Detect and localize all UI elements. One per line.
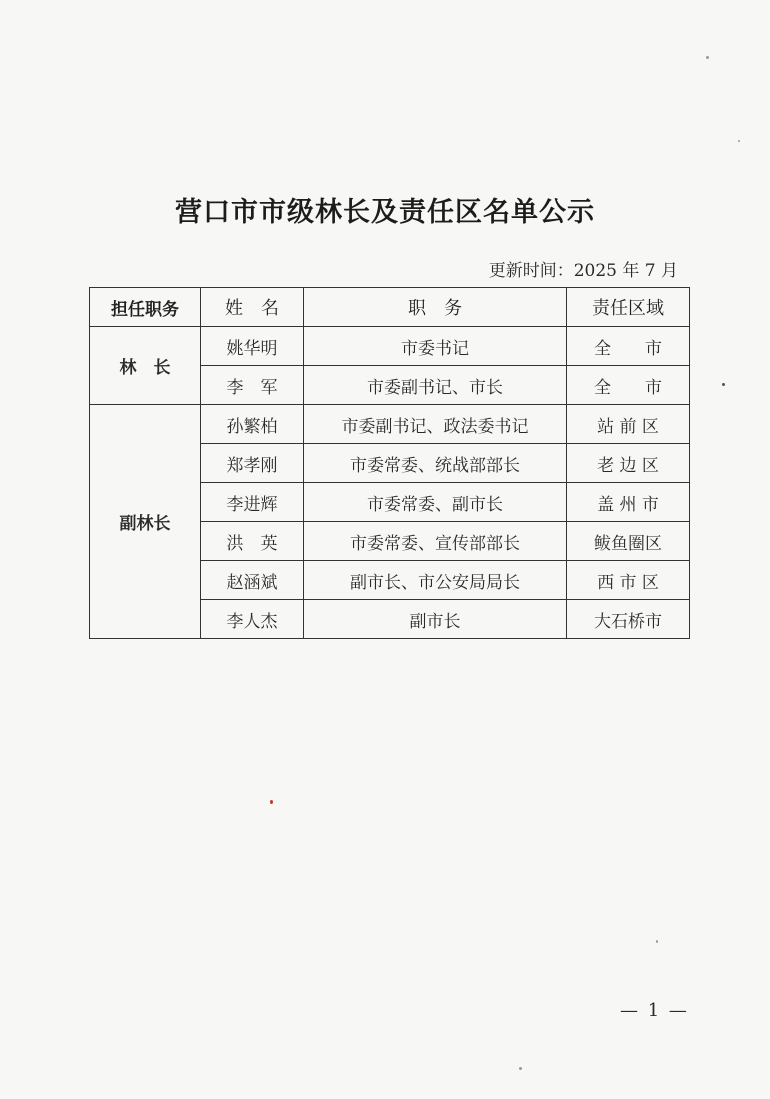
name-cell: 赵涵斌 — [201, 561, 304, 600]
scan-speck — [270, 800, 273, 804]
area-cell: 西 市 区 — [567, 561, 690, 600]
area-cell: 大石桥市 — [567, 600, 690, 639]
header-role: 担任职务 — [90, 288, 201, 327]
scan-speck — [738, 140, 740, 142]
position-cell: 市委常委、统战部部长 — [304, 444, 567, 483]
position-cell: 市委副书记、市长 — [304, 366, 567, 405]
header-position: 职 务 — [304, 288, 567, 327]
position-cell: 市委书记 — [304, 327, 567, 366]
role-cell-deputy-forest-chief: 副林长 — [90, 405, 201, 639]
table-header-row — [90, 288, 690, 327]
area-cell: 老 边 区 — [567, 444, 690, 483]
position-cell: 市委常委、副市长 — [304, 483, 567, 522]
page-number: — 1 — — [620, 1000, 689, 1021]
area-cell: 鲅鱼圈区 — [567, 522, 690, 561]
scan-speck — [656, 940, 658, 943]
name-cell: 李进辉 — [201, 483, 304, 522]
position-cell: 市委常委、宣传部部长 — [304, 522, 567, 561]
table-row — [90, 405, 690, 444]
header-name: 姓 名 — [201, 288, 304, 327]
name-cell: 洪 英 — [201, 522, 304, 561]
area-cell: 站 前 区 — [567, 405, 690, 444]
roster-table — [89, 287, 690, 639]
position-cell: 副市长、市公安局局长 — [304, 561, 567, 600]
name-cell: 郑孝刚 — [201, 444, 304, 483]
area-cell: 全 市 — [567, 366, 690, 405]
area-cell: 盖 州 市 — [567, 483, 690, 522]
role-cell-forest-chief: 林 长 — [90, 327, 201, 405]
table-row — [90, 327, 690, 366]
position-cell: 市委副书记、政法委书记 — [304, 405, 567, 444]
page-title: 营口市市级林长及责任区名单公示 — [175, 197, 595, 228]
header-area: 责任区域 — [567, 288, 690, 327]
scan-speck — [519, 1067, 522, 1070]
area-cell: 全 市 — [567, 327, 690, 366]
position-cell: 副市长 — [304, 600, 567, 639]
name-cell: 李 军 — [201, 366, 304, 405]
scan-speck — [722, 383, 725, 386]
name-cell: 姚华明 — [201, 327, 304, 366]
update-time: 更新时间：2025 年 7 月 — [488, 261, 678, 281]
scan-speck — [706, 56, 709, 59]
name-cell: 李人杰 — [201, 600, 304, 639]
name-cell: 孙繁柏 — [201, 405, 304, 444]
